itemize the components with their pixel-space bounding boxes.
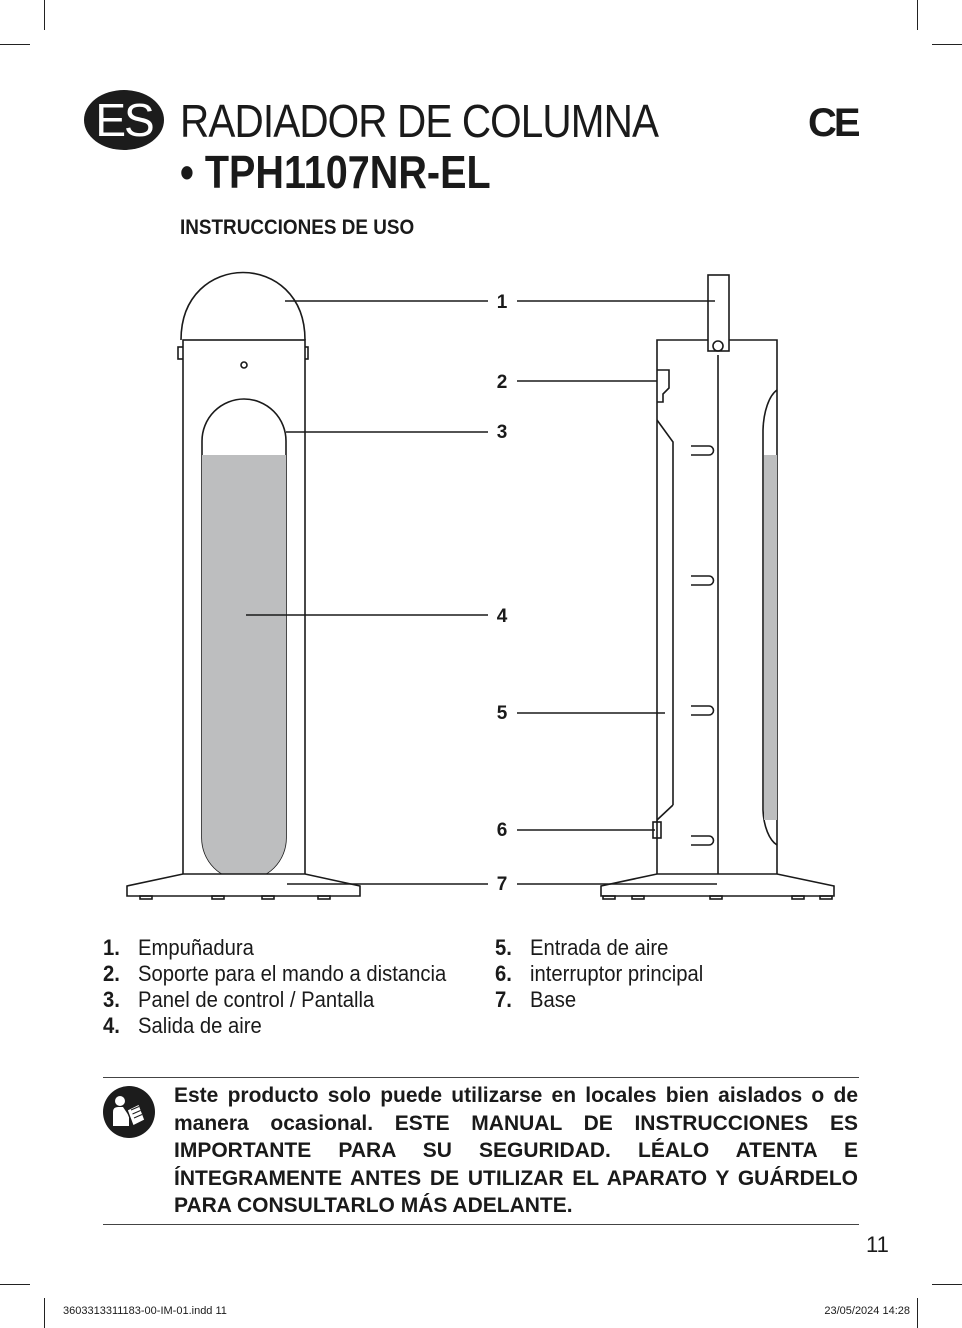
part-label: Base: [529, 987, 577, 1012]
side-body: [657, 340, 777, 875]
callout-5: 5: [496, 703, 508, 724]
inlet-slot: [691, 576, 714, 585]
inlet-slot: [691, 706, 714, 715]
base-foot: [318, 896, 330, 899]
divider-bottom: [103, 1224, 859, 1225]
inlet-frame: [657, 420, 673, 820]
callout-7: 7: [496, 874, 508, 895]
parts-list-left: [103, 935, 476, 1039]
base-foot: [632, 896, 644, 899]
part-item: [495, 987, 703, 1013]
inlet-slot: [691, 446, 714, 455]
read-manual-icon: [103, 1086, 155, 1138]
part-item: [103, 961, 446, 987]
part-item: [103, 1013, 446, 1039]
inlet-slot: [691, 836, 714, 845]
callout-6: 6: [496, 820, 508, 841]
part-item: [103, 935, 446, 961]
part-label: Soporte para el mando a distancia: [137, 961, 447, 986]
part-number: 4.: [103, 1013, 120, 1038]
footer-file: 3603313311183-00-IM-01.indd 11: [63, 1305, 227, 1317]
page-number: 11: [866, 1232, 889, 1257]
base-foot: [792, 896, 804, 899]
side-grille: [764, 455, 777, 820]
model-number: • TPH1107NR-EL: [180, 146, 491, 198]
part-item: [495, 935, 703, 961]
part-number: 3.: [103, 987, 120, 1012]
part-label: Empuñadura: [137, 935, 254, 960]
safety-warning-text: Este producto solo puede utilizarse en locales bien aislados o de manera ocasional. ESTE MANUAL DE INSTRUCCIONES ES IMPORTANTE PARA SU SEGURIDAD. LÉALO ATENTA E ÍNTEGRAMENTE ANTES DE UTILIZAR EL APARATO Y GUÁRDELO PARA CONSULTARLO MÁS ADELANTE.: [174, 1084, 858, 1217]
remote-holder: [657, 370, 669, 402]
part-label: Panel de control / Pantalla: [137, 987, 375, 1012]
part-number: 7.: [495, 987, 512, 1012]
footer-date: 23/05/2024 14:28: [824, 1305, 910, 1317]
part-label: interruptor principal: [529, 961, 704, 986]
part-number: 2.: [103, 961, 120, 986]
part-number: 6.: [495, 961, 512, 986]
section-subtitle: INSTRUCCIONES DE USO: [180, 216, 415, 239]
parts-list-right: [495, 935, 721, 1013]
divider-top: [103, 1077, 859, 1078]
base-foot: [262, 896, 274, 899]
page-title: RADIADOR DE COLUMNA: [180, 95, 659, 147]
base-foot: [820, 896, 832, 899]
base-foot: [603, 896, 615, 899]
air-outlet-grille: [202, 455, 286, 880]
callout-1: 1: [496, 292, 508, 313]
base-foot: [140, 896, 152, 899]
callout-3: 3: [496, 422, 508, 443]
side-base: [601, 874, 834, 896]
part-number: 5.: [495, 935, 512, 960]
ce-mark: CE: [808, 101, 858, 145]
callout-4: 4: [496, 606, 508, 627]
part-item: [495, 961, 703, 987]
part-number: 1.: [103, 935, 120, 960]
base-foot: [710, 896, 722, 899]
side-handle: [708, 275, 729, 351]
callout-2: 2: [496, 372, 508, 393]
front-base: [127, 874, 360, 896]
part-label: Entrada de aire: [529, 935, 669, 960]
part-label: Salida de aire: [137, 1013, 262, 1038]
language-badge: ES: [84, 90, 164, 150]
base-foot: [212, 896, 224, 899]
part-item: [103, 987, 446, 1013]
handle-shape: [181, 273, 305, 341]
